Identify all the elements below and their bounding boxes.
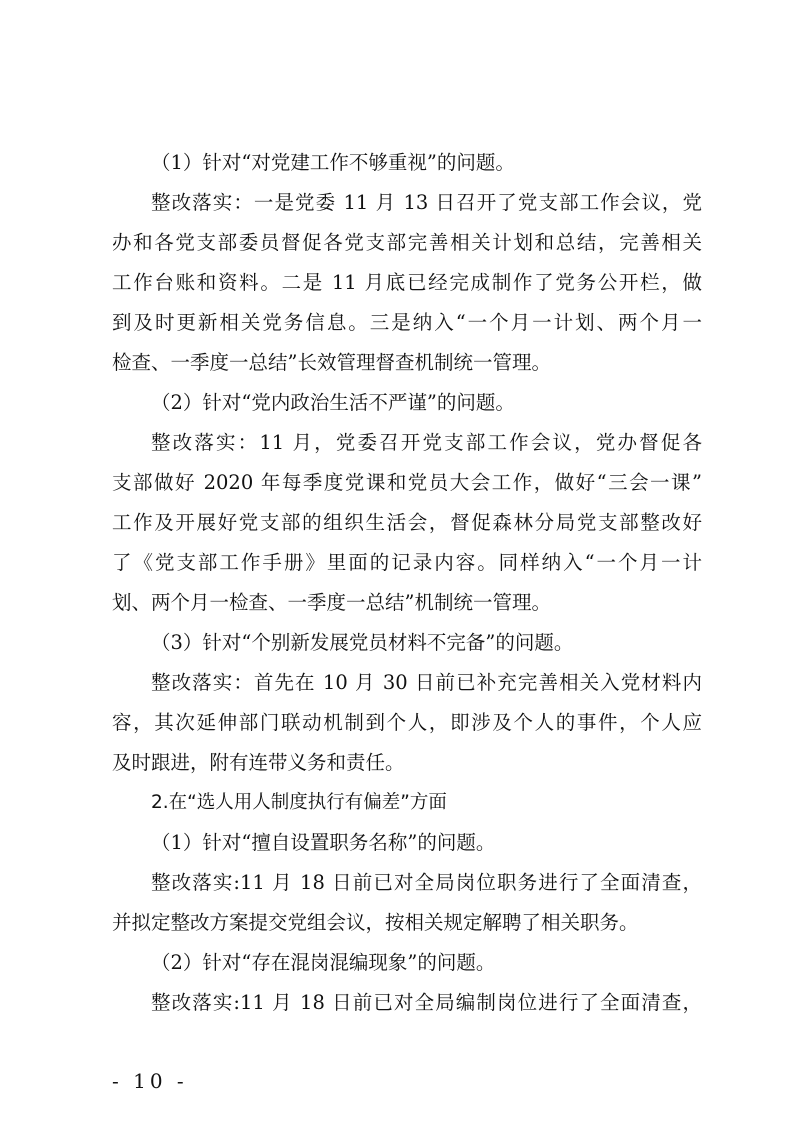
paragraph-line: 办和各党支部委员督促各党支部完善相关计划和总结，完善相关 bbox=[112, 231, 702, 254]
section-heading: 2.在“选人用人制度执行有偏差”方面 bbox=[151, 792, 447, 813]
paragraph-line: 及时跟进，附有连带义务和责任。 bbox=[112, 751, 405, 774]
paragraph-line: 了《党支部工作手册》里面的记录内容。同样纳入“一个月一计 bbox=[112, 551, 702, 574]
paragraph-line: 工作台账和资料。二是 11 月底已经完成制作了党务公开栏，做 bbox=[112, 271, 702, 294]
paragraph-line: 容，其次延伸部门联动机制到个人，即涉及个人的事件，个人应 bbox=[112, 711, 702, 734]
paragraph-line: 整改落实：首先在 10 月 30 日前已补充完善相关入党材料内 bbox=[151, 671, 702, 694]
paragraph-line: 工作及开展好党支部的组织生活会，督促森林分局党支部整改好 bbox=[112, 511, 702, 534]
page-number: - 10 - bbox=[112, 1069, 188, 1093]
paragraph-line: 划、两个月一检查、一季度一总结”机制统一管理。 bbox=[112, 591, 551, 614]
paragraph-line: 到及时更新相关党务信息。三是纳入“一个月一计划、两个月一 bbox=[112, 311, 702, 334]
paragraph-line: 整改落实：一是党委 11 月 13 日召开了党支部工作会议，党 bbox=[151, 191, 702, 214]
sub-heading-1: （1）针对“对党建工作不够重视”的问题。 bbox=[151, 151, 515, 174]
sub-heading-4: （1）针对“擅自设置职务名称”的问题。 bbox=[151, 831, 496, 854]
paragraph-line: 支部做好 2020 年每季度党课和党员大会工作，做好“三会一课” bbox=[112, 471, 702, 494]
sub-heading-5: （2）针对“存在混岗混编现象”的问题。 bbox=[151, 951, 496, 974]
paragraph-line: 并拟定整改方案提交党组会议，按相关规定解聘了相关职务。 bbox=[112, 911, 639, 934]
paragraph-line: 整改落实:11 月 18 日前已对全局岗位职务进行了全面清查， bbox=[151, 871, 702, 894]
sub-heading-2: （2）针对“党内政治生活不严谨”的问题。 bbox=[151, 391, 515, 414]
paragraph-line: 整改落实：11 月，党委召开党支部工作会议，党办督促各 bbox=[151, 431, 702, 454]
paragraph-line: 整改落实:11 月 18 日前已对全局编制岗位进行了全面清查， bbox=[151, 991, 702, 1014]
sub-heading-3: （3）针对“个别新发展党员材料不完备”的问题。 bbox=[151, 631, 574, 654]
paragraph-line: 检查、一季度一总结”长效管理督查机制统一管理。 bbox=[112, 351, 551, 374]
